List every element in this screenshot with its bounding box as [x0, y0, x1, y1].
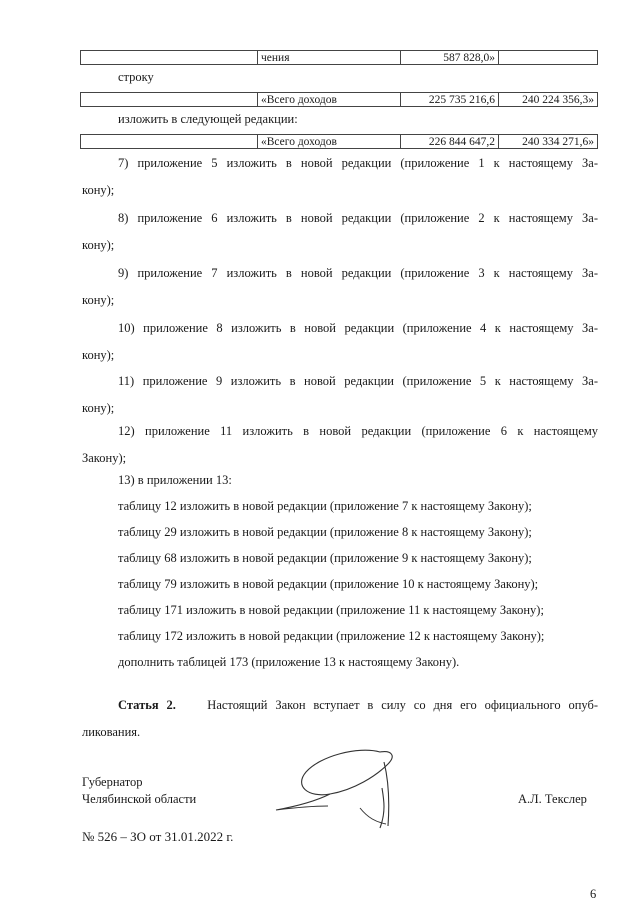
text-izlozhit: изложить в следующей редакции: [118, 112, 298, 126]
paragraph-item-11 [82, 368, 598, 422]
article-first-line [82, 692, 598, 719]
page-number: 6 [590, 887, 597, 901]
table-cell-label: «Всего доходов [258, 93, 401, 106]
list-item: дополнить таблицей 173 (приложение 13 к настоящему Закону). [118, 655, 460, 669]
list-item: таблицу 29 изложить в новой редакции (приложение 8 к настоящему Закону); [118, 525, 532, 539]
law-number: № 526 – ЗО от 31.01.2022 г. [82, 829, 234, 844]
table-cell-value: 225 735 216,6 [401, 93, 499, 106]
paragraph-continuation: кону); [82, 293, 115, 307]
paragraph-item-10 [82, 315, 598, 369]
paragraph-continuation: кону); [82, 238, 115, 252]
paragraph-first-line: 8) приложение 6 изложить в новой редакции (приложение 2 к настоящему За- [118, 211, 598, 225]
signature-image [268, 748, 418, 834]
paragraph-item-7 [82, 150, 598, 204]
list-item: таблицу 68 изложить в новой редакции (приложение 9 к настоящему Закону); [118, 551, 532, 565]
paragraph-continuation: кону); [82, 183, 115, 197]
governor-name: А.Л. Текслер [518, 792, 587, 806]
article-continuation: ликования. [82, 725, 141, 739]
table-cell-empty [81, 51, 258, 64]
governor-title-line2: Челябинской области [82, 792, 197, 806]
table-cell-value: 226 844 647,2 [401, 135, 499, 148]
paragraph-first-line: 11) приложение 9 изложить в новой редакции (приложение 5 к настоящему За- [118, 374, 598, 388]
paragraph-continuation: кону); [82, 401, 115, 415]
list-item: таблицу 172 изложить в новой редакции (приложение 12 к настоящему Закону); [118, 629, 545, 643]
table-cell-value: 587 828,0» [401, 51, 499, 64]
governor-title-line1: Губернатор [82, 775, 143, 789]
table-cell-empty [81, 93, 258, 106]
article-label: Статья 2. [118, 698, 176, 712]
list-item: таблицу 171 изложить в новой редакции (приложение 11 к настоящему Закону); [118, 603, 544, 617]
table-cell-label: «Всего доходов [258, 135, 401, 148]
paragraph-continuation: Закону); [82, 451, 127, 465]
article-text: Настоящий Закон вступает в силу со дня его официального опуб- [207, 698, 599, 712]
paragraph-first-line: 10) приложение 8 изложить в новой редакции (приложение 4 к настоящему За- [118, 321, 598, 335]
table-cell-value [499, 51, 597, 64]
article-2 [82, 692, 598, 746]
paragraph-first-line: 9) приложение 7 изложить в новой редакции (приложение 3 к настоящему За- [118, 266, 598, 280]
paragraph-continuation: кону); [82, 348, 115, 362]
paragraph-item-12 [82, 418, 598, 472]
table-cell-value: 240 334 271,6» [522, 136, 594, 148]
table-row [80, 50, 598, 65]
table-cell-empty [81, 135, 258, 148]
paragraph-item-8 [82, 205, 598, 259]
text-stroku: строку [118, 70, 154, 84]
table-cell-label: чения [258, 51, 401, 64]
table-row [80, 92, 598, 107]
table-row [80, 134, 598, 149]
paragraph-first-line: 12) приложение 11 изложить в новой редакции (приложение 6 к настоящему [118, 424, 598, 438]
paragraph-item-9 [82, 260, 598, 314]
table-cell-value: 240 224 356,3» [522, 94, 594, 106]
list-item: таблицу 12 изложить в новой редакции (приложение 7 к настоящему Закону); [118, 499, 532, 513]
list-item: таблицу 79 изложить в новой редакции (приложение 10 к настоящему Закону); [118, 577, 539, 591]
paragraph-first-line: 7) приложение 5 изложить в новой редакции (приложение 1 к настоящему За- [118, 156, 598, 170]
paragraph-item-13: 13) в приложении 13: [118, 473, 232, 487]
